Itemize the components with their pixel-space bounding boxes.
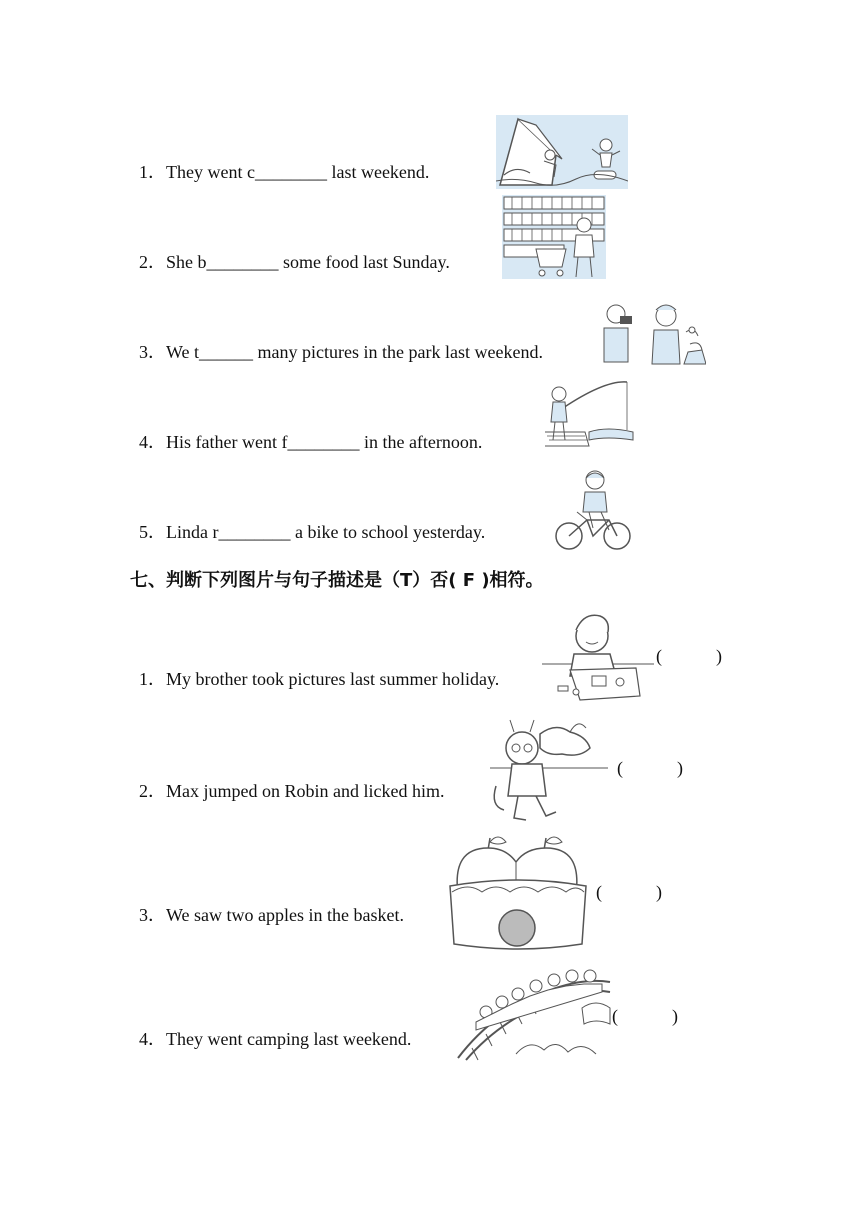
- item-text: Max jumped on Robin and licked him.: [166, 781, 445, 801]
- answer-bracket-2[interactable]: ( ): [617, 758, 683, 778]
- item-number: 1．: [139, 669, 166, 689]
- item-text: We saw two apples in the basket.: [166, 905, 404, 925]
- fill-in-item-1: [130, 139, 429, 183]
- apple-basket-picture: [448, 834, 588, 952]
- fill-in-item-2: [130, 229, 450, 273]
- fill-in-item-4: [130, 409, 482, 453]
- item-number: 1．: [139, 162, 166, 182]
- item-number: 2．: [139, 781, 166, 801]
- taking-pictures-picture: [600, 300, 706, 366]
- boy-drawing-picture: [540, 606, 654, 704]
- answer-bracket-3[interactable]: ( ): [596, 882, 662, 902]
- item-number: 3．: [139, 342, 166, 362]
- item-text: We t______ many pictures in the park last weekend.: [166, 342, 543, 362]
- item-number: 4．: [139, 432, 166, 452]
- item-number: 3．: [139, 905, 166, 925]
- item-text: She b________ some food last Sunday.: [166, 252, 450, 272]
- answer-bracket-4[interactable]: ( ): [612, 1006, 678, 1026]
- true-false-item-3: [130, 882, 404, 926]
- item-text: They went c________ last weekend.: [166, 162, 430, 182]
- true-false-item-4: [130, 1006, 411, 1050]
- shopping-picture: [502, 195, 606, 279]
- true-false-item-2: [130, 758, 444, 802]
- item-number: 2．: [139, 252, 166, 272]
- fill-in-item-3: [130, 319, 543, 363]
- item-text: His father went f________ in the afternoon.: [166, 432, 483, 452]
- answer-bracket-1[interactable]: ( ): [656, 646, 722, 666]
- item-text: My brother took pictures last summer holiday.: [166, 669, 500, 689]
- dog-robot-picture: [490, 714, 608, 826]
- section-heading: 七、判断下列图片与句子描述是（T）否( F )相符。: [130, 570, 544, 591]
- camping-picture: [496, 115, 628, 189]
- fill-in-item-5: [130, 499, 485, 543]
- item-text: They went camping last weekend.: [166, 1029, 412, 1049]
- true-false-item-1: [130, 646, 499, 690]
- item-text: Linda r________ a bike to school yesterday.: [166, 522, 486, 542]
- fishing-picture: [545, 380, 635, 450]
- roller-coaster-picture: [456, 968, 612, 1064]
- item-number: 4．: [139, 1029, 166, 1049]
- item-number: 5．: [139, 522, 166, 542]
- riding-bike-picture: [553, 468, 633, 552]
